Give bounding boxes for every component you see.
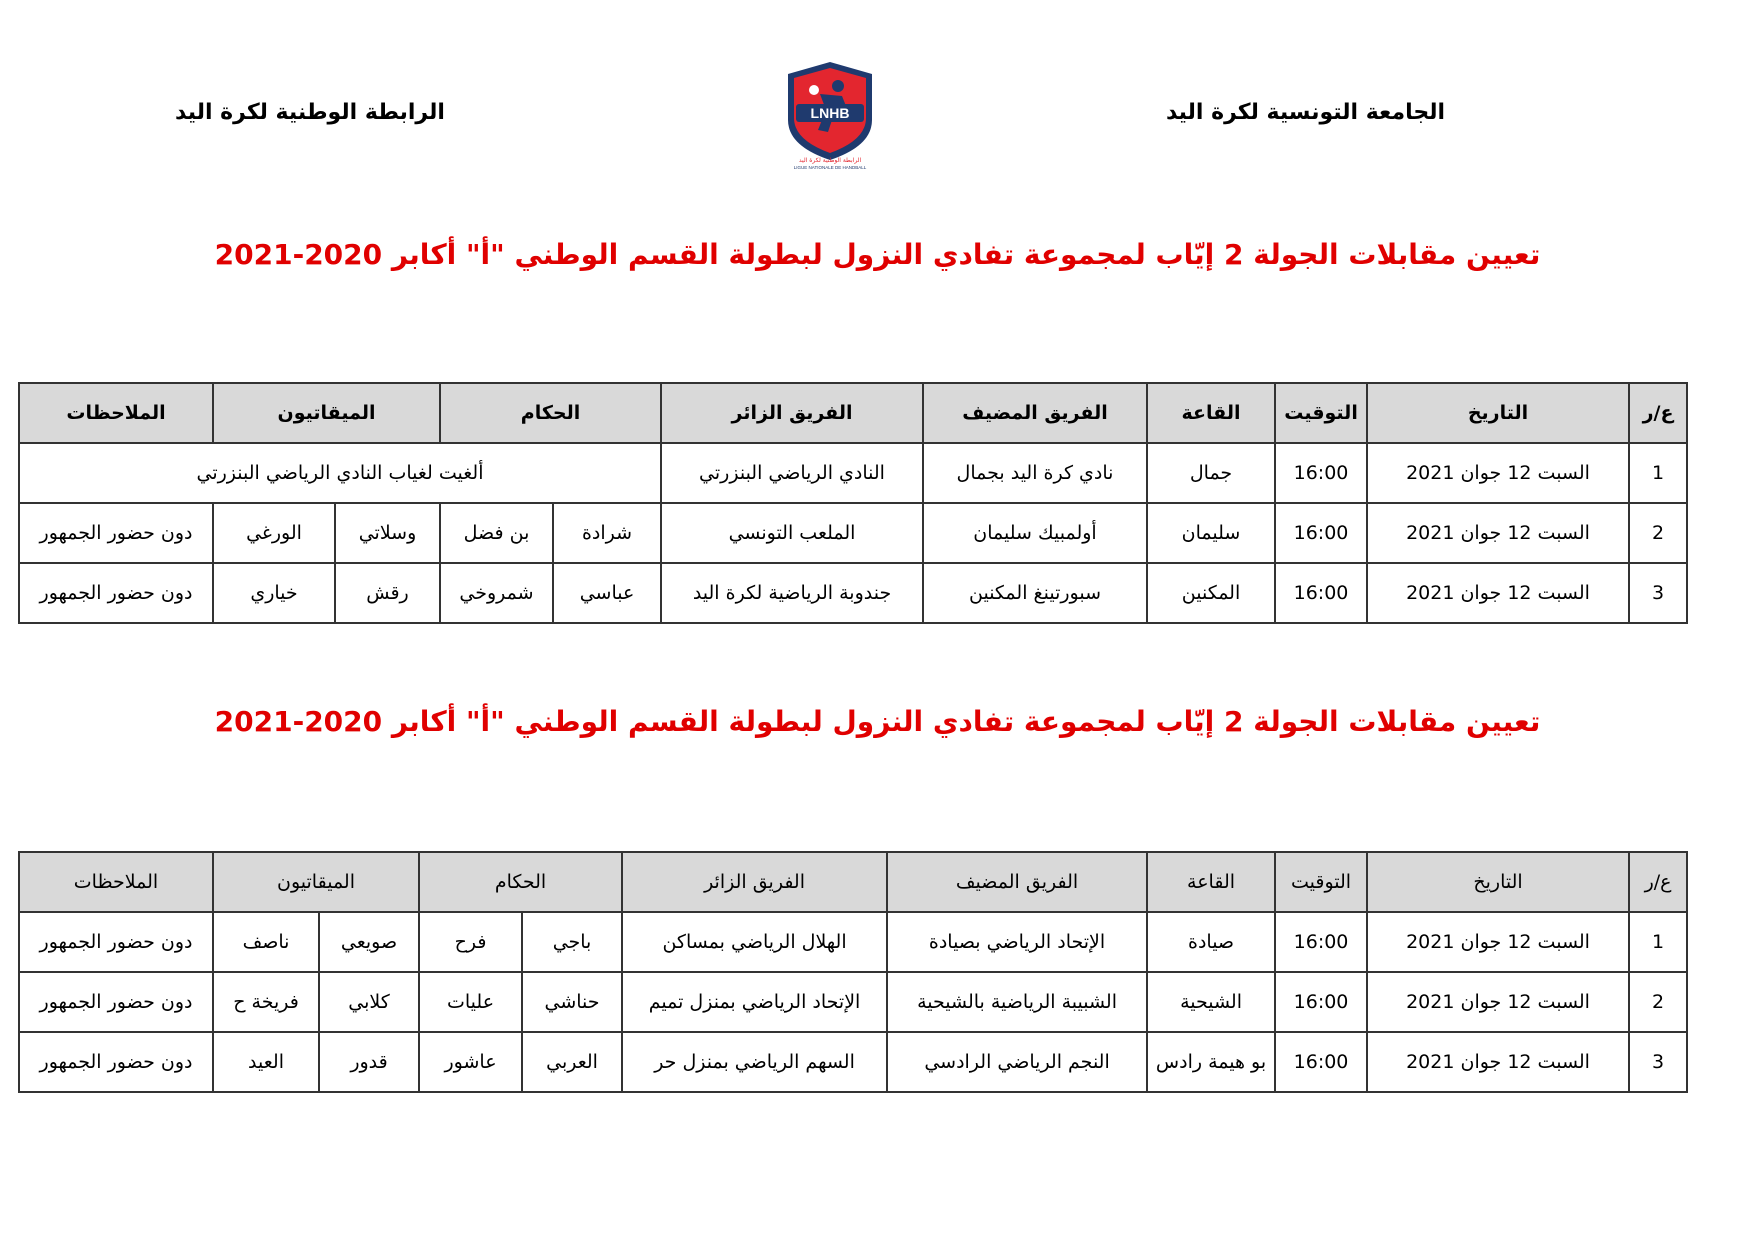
cancellation-note: ألغيت لغياب النادي الرياضي البنزرتي — [19, 443, 661, 503]
match-notes: دون حضور الجمهور — [19, 912, 213, 972]
timekeeper-2: فريخة ح — [213, 972, 319, 1032]
away-team: الإتحاد الرياضي بمنزل تميم — [622, 972, 887, 1032]
match-venue: الشيحية — [1147, 972, 1275, 1032]
match-venue: المكنين — [1147, 563, 1275, 623]
schedule-table-1 — [18, 382, 1688, 624]
home-team: الإتحاد الرياضي بصيادة — [887, 912, 1147, 972]
lnhb-logo — [780, 60, 880, 170]
timekeeper-1: رقش — [335, 563, 440, 623]
match-time: 16:00 — [1275, 912, 1367, 972]
col-venue: القاعة — [1147, 852, 1275, 912]
timekeeper-1: قدور — [319, 1032, 419, 1092]
match-number: 2 — [1629, 972, 1687, 1032]
timekeeper-2: خياري — [213, 563, 335, 623]
home-team: النجم الرياضي الرادسي — [887, 1032, 1147, 1092]
away-team: جندوبة الرياضية لكرة اليد — [661, 563, 923, 623]
match-number: 1 — [1629, 912, 1687, 972]
league-name: الرابطة الوطنية لكرة اليد — [175, 100, 445, 125]
section2-title: تعيين مقابلات الجولة 2 إيّاب لمجموعة تفادي النزول لبطولة القسم الوطني "أ" أكابر 2020-2021 — [214, 705, 1541, 738]
col-referees: الحكام — [419, 852, 622, 912]
referee-2: شمروخي — [440, 563, 553, 623]
col-referees: الحكام — [440, 383, 661, 443]
col-notes: الملاحظات — [19, 852, 213, 912]
referee-1: العربي — [522, 1032, 622, 1092]
col-timekeepers: الميقاتيون — [213, 852, 419, 912]
match-venue: جمال — [1147, 443, 1275, 503]
away-team: النادي الرياضي البنزرتي — [661, 443, 923, 503]
match-number: 1 — [1629, 443, 1687, 503]
referee-2: عاشور — [419, 1032, 522, 1092]
match-time: 16:00 — [1275, 443, 1367, 503]
table-row — [19, 1032, 1687, 1092]
away-team: الملعب التونسي — [661, 503, 923, 563]
match-time: 16:00 — [1275, 972, 1367, 1032]
table-header-row — [19, 852, 1687, 912]
table-row — [19, 563, 1687, 623]
match-time: 16:00 — [1275, 1032, 1367, 1092]
match-notes: دون حضور الجمهور — [19, 1032, 213, 1092]
match-date: السبت 12 جوان 2021 — [1367, 972, 1629, 1032]
logo-subtitle-ar: الرابطة الوطنية لكرة اليد — [798, 157, 862, 164]
match-venue: سليمان — [1147, 503, 1275, 563]
home-team: نادي كرة اليد بجمال — [923, 443, 1147, 503]
col-away: الفريق الزائر — [622, 852, 887, 912]
col-home: الفريق المضيف — [887, 852, 1147, 912]
match-time: 16:00 — [1275, 503, 1367, 563]
match-notes: دون حضور الجمهور — [19, 972, 213, 1032]
section1-title: تعيين مقابلات الجولة 2 إيّاب لمجموعة تفادي النزول لبطولة القسم الوطني "أ" أكابر 2020-2021 — [214, 238, 1541, 271]
col-time: التوقيت — [1275, 383, 1367, 443]
away-team: الهلال الرياضي بمساكن — [622, 912, 887, 972]
timekeeper-2: العيد — [213, 1032, 319, 1092]
match-date: السبت 12 جوان 2021 — [1367, 503, 1629, 563]
match-number: 3 — [1629, 1032, 1687, 1092]
home-team: الشبيبة الرياضية بالشيحية — [887, 972, 1147, 1032]
table-row — [19, 443, 1687, 503]
col-away: الفريق الزائر — [661, 383, 923, 443]
referee-1: حناشي — [522, 972, 622, 1032]
referee-1: عباسي — [553, 563, 661, 623]
referee-1: باجي — [522, 912, 622, 972]
col-num: ع/ر — [1629, 383, 1687, 443]
timekeeper-2: الورغي — [213, 503, 335, 563]
match-number: 3 — [1629, 563, 1687, 623]
col-timekeepers: الميقاتيون — [213, 383, 440, 443]
match-date: السبت 12 جوان 2021 — [1367, 912, 1629, 972]
table-row — [19, 972, 1687, 1032]
table-row — [19, 503, 1687, 563]
away-team: السهم الرياضي بمنزل حر — [622, 1032, 887, 1092]
col-num: ع/ر — [1629, 852, 1687, 912]
match-date: السبت 12 جوان 2021 — [1367, 563, 1629, 623]
match-notes: دون حضور الجمهور — [19, 503, 213, 563]
match-venue: صيادة — [1147, 912, 1275, 972]
match-date: السبت 12 جوان 2021 — [1367, 1032, 1629, 1092]
logo-text: LNHB — [810, 105, 850, 121]
match-notes: دون حضور الجمهور — [19, 563, 213, 623]
schedule-table-2 — [18, 851, 1688, 1093]
timekeeper-1: وسلاتي — [335, 503, 440, 563]
table-row — [19, 912, 1687, 972]
col-date: التاريخ — [1367, 852, 1629, 912]
table-header-row — [19, 383, 1687, 443]
match-venue: بو هيمة رادس — [1147, 1032, 1275, 1092]
match-number: 2 — [1629, 503, 1687, 563]
col-date: التاريخ — [1367, 383, 1629, 443]
referee-1: شرادة — [553, 503, 661, 563]
timekeeper-1: كلابي — [319, 972, 419, 1032]
match-date: السبت 12 جوان 2021 — [1367, 443, 1629, 503]
timekeeper-1: صويعي — [319, 912, 419, 972]
timekeeper-2: ناصف — [213, 912, 319, 972]
match-time: 16:00 — [1275, 563, 1367, 623]
referee-2: عليات — [419, 972, 522, 1032]
col-notes: الملاحظات — [19, 383, 213, 443]
col-time: التوقيت — [1275, 852, 1367, 912]
home-team: أولمبيك سليمان — [923, 503, 1147, 563]
federation-name: الجامعة التونسية لكرة اليد — [1165, 100, 1445, 125]
col-venue: القاعة — [1147, 383, 1275, 443]
col-home: الفريق المضيف — [923, 383, 1147, 443]
home-team: سبورتينغ المكنين — [923, 563, 1147, 623]
referee-2: بن فضل — [440, 503, 553, 563]
referee-2: فرح — [419, 912, 522, 972]
logo-subtitle-fr: LIGUE NATIONALE DE HANDBALL — [793, 165, 867, 170]
